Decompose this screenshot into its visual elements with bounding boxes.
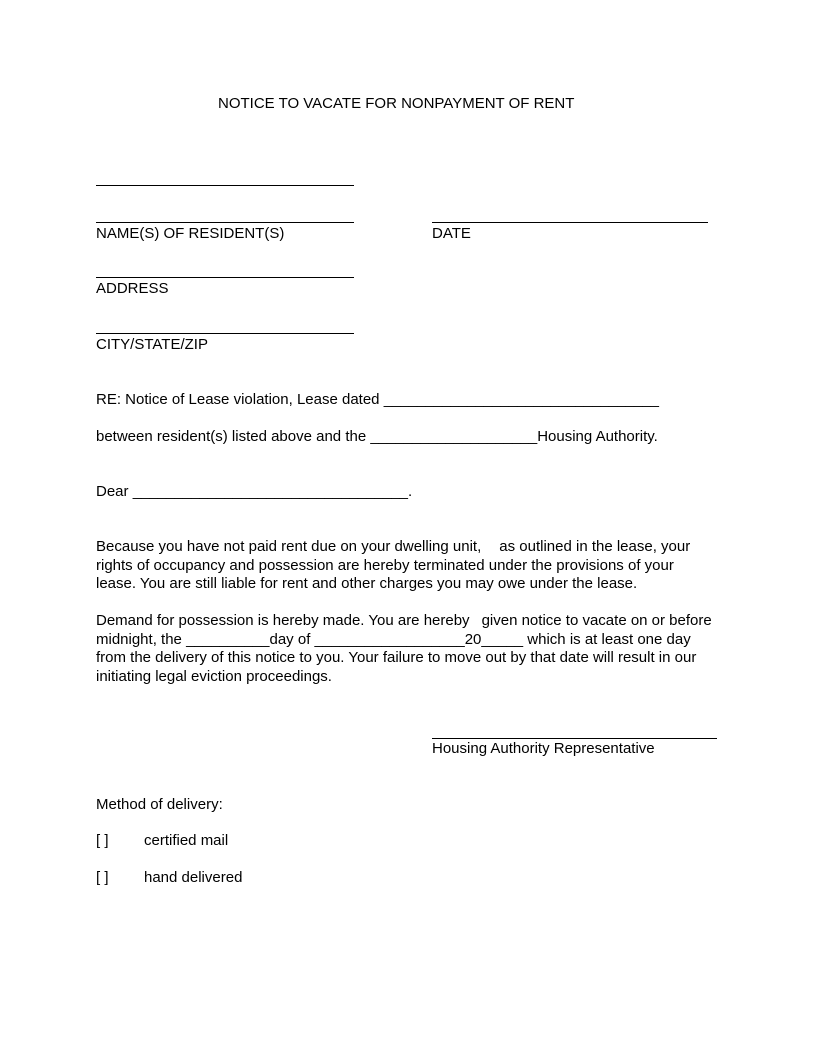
- paragraph2-part2: given notice to vacate on or before midnight, the: [96, 612, 712, 648]
- body-paragraph-2: [96, 612, 714, 686]
- date-line: [432, 222, 708, 223]
- signature-line: [432, 738, 717, 739]
- signature-label: Housing Authority Representative: [432, 740, 655, 757]
- delivery-label-certified: certified mail: [144, 832, 229, 849]
- between-prefix: between resident(s) listed above and the: [96, 428, 367, 445]
- page-title: NOTICE TO VACATE FOR NONPAYMENT OF RENT: [218, 95, 575, 112]
- paragraph1-part1: Because you have not paid rent due on your dwelling unit,: [96, 538, 482, 555]
- dear-blank: _________________________________: [132, 483, 408, 500]
- paragraph2-part1: Demand for possession is hereby made. You are hereby: [96, 612, 470, 629]
- residents-label: NAME(S) OF RESIDENT(S): [96, 225, 285, 242]
- delivery-checkbox-certified[interactable]: [ ]: [96, 832, 109, 849]
- address-line: [96, 277, 354, 278]
- between-line: [96, 428, 658, 446]
- city-line: [96, 333, 354, 334]
- re-prefix: RE: Notice of Lease violation, Lease dated: [96, 391, 380, 408]
- vacate-day-blank: __________: [186, 630, 270, 648]
- paragraph2-part3: day of: [269, 630, 311, 648]
- body-paragraph-1: [96, 538, 714, 594]
- city-label: CITY/STATE/ZIP: [96, 336, 208, 353]
- delivery-heading: Method of delivery:: [96, 796, 223, 813]
- resident-name-line: [96, 222, 354, 223]
- delivery-checkbox-hand[interactable]: [ ]: [96, 869, 109, 886]
- address-label: ADDRESS: [96, 280, 169, 297]
- paragraph1-part2: as outlined in the lease, your rights of occupancy and possession are hereby terminated under the provisions of your lease. You are still liable for rent and other charges you may owe under the lease.: [96, 538, 691, 592]
- housing-authority-blank: ____________________: [370, 428, 538, 445]
- re-line: [96, 391, 659, 409]
- vacate-year-blank: _____: [481, 630, 524, 648]
- recipient-line: [96, 185, 354, 186]
- salutation-line: [96, 483, 412, 501]
- paragraph2-part4: 20: [464, 630, 482, 648]
- dear-prefix: Dear: [96, 483, 129, 500]
- vacate-month-blank: __________________: [314, 630, 465, 648]
- date-label: DATE: [432, 225, 471, 242]
- between-suffix: Housing Authority.: [537, 428, 658, 445]
- delivery-label-hand: hand delivered: [144, 869, 243, 886]
- paragraph2-part5: which is at least one day from the delivery of this notice to you. Your failure to move out by that date will result in our initiating legal eviction proceedings.: [96, 630, 697, 685]
- dear-suffix: .: [407, 483, 413, 500]
- lease-date-blank: _________________________________: [383, 391, 659, 408]
